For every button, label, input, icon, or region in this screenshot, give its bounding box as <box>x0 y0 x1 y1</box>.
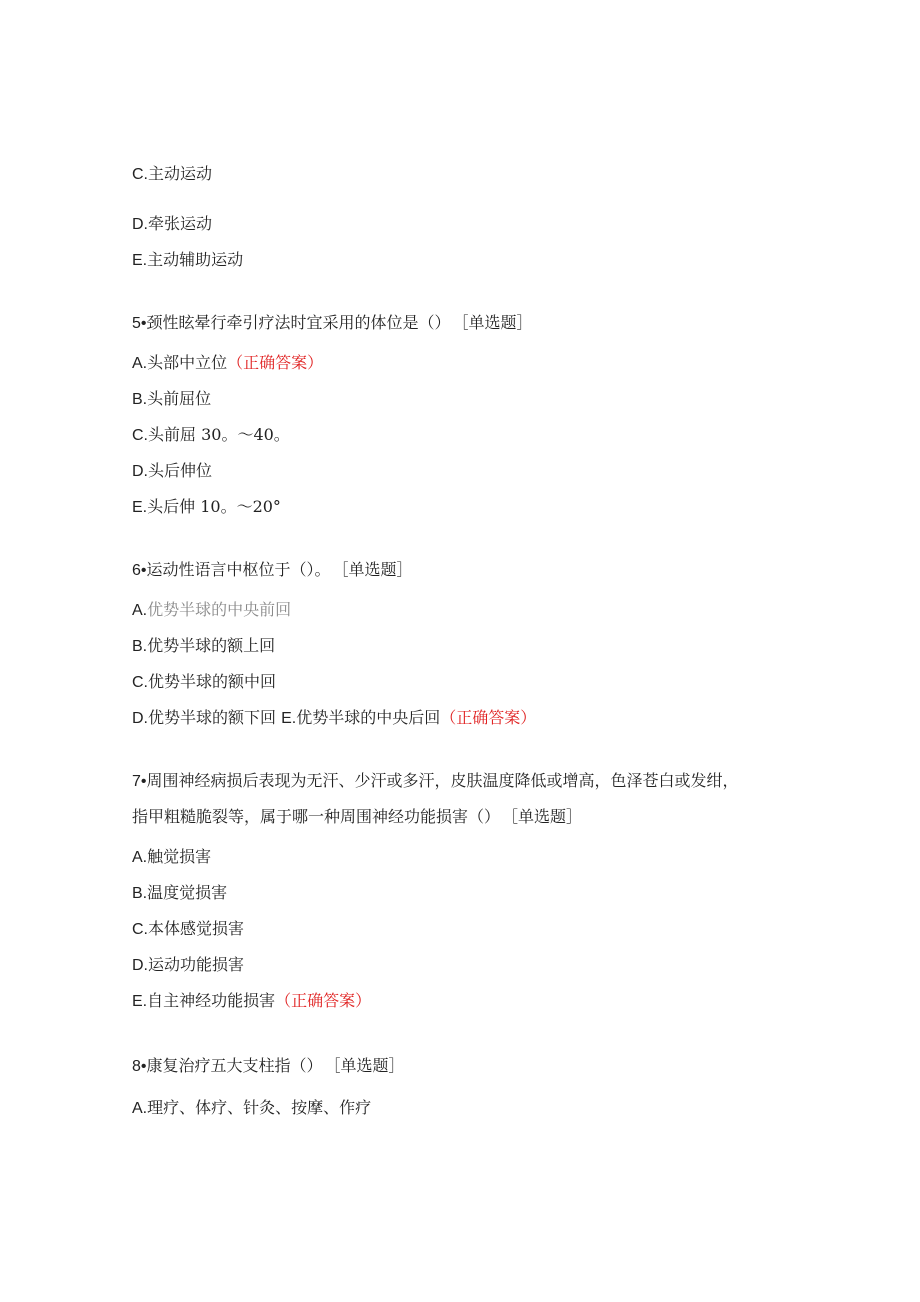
option-text: 主动辅助运动 <box>147 250 244 269</box>
option-text: 头后伸 10。～20° <box>147 497 281 516</box>
option-text: 自主神经功能损害 <box>147 991 276 1010</box>
option-text: 头前屈 30。～40。 <box>148 425 290 444</box>
option-a: A.触觉损害 <box>132 847 212 866</box>
question-type-tag: ［单选题］ <box>460 313 533 332</box>
option-a: A.理疗、体疗、针灸、按摩、作疗 <box>132 1098 372 1117</box>
option-text: 温度觉损害 <box>147 883 228 902</box>
option-b: B.优势半球的额上回 <box>132 636 276 655</box>
question-type-tag: ［单选题］ <box>510 807 583 826</box>
option-d: D.头后伸位 <box>132 461 213 480</box>
question-text: 康复治疗五大支柱指（） <box>146 1056 323 1075</box>
correct-answer-label: （正确答案） <box>227 353 324 372</box>
option-b: B.头前屈位 <box>132 389 212 408</box>
question-8: 8•康复治疗五大支柱指（） ［单选题］ <box>132 1056 405 1075</box>
option-text: 优势半球的中央前回 <box>147 600 292 619</box>
option-d: D.牵张运动 <box>132 214 213 233</box>
option-text: 理疗、体疗、针灸、按摩、作疗 <box>147 1098 372 1117</box>
option-e: E.主动辅助运动 <box>132 250 244 269</box>
question-type-tag: ［单选题］ <box>340 560 413 579</box>
question-text: 指甲粗糙脆裂等，属于哪一种周围神经功能损害（） <box>132 807 501 826</box>
option-d-and-e: D.优势半球的额下回 E.优势半球的中央后回（正确答案） <box>132 708 537 727</box>
option-e: E.头后伸 10。～20° <box>132 497 281 516</box>
question-6: 6•运动性语言中枢位于（）。 ［单选题］ <box>132 560 413 579</box>
option-text: 优势半球的额上回 <box>147 636 276 655</box>
option-text: 头后伸位 <box>148 461 213 480</box>
option-d: D.运动功能损害 <box>132 955 245 974</box>
question-7-continued <box>132 807 582 827</box>
option-text: 运动功能损害 <box>148 955 245 974</box>
option-text: 触觉损害 <box>147 847 212 866</box>
option-a: A.头部中立位（正确答案） <box>132 353 324 372</box>
option-text: 头部中立位 <box>147 353 228 372</box>
option-text: 牵张运动 <box>148 214 213 233</box>
option-c: C.本体感觉损害 <box>132 919 245 938</box>
option-text: 主动运动 <box>148 164 213 183</box>
option-c: C.优势半球的额中回 <box>132 672 277 691</box>
option-e: E.自主神经功能损害（正确答案） <box>132 991 372 1010</box>
question-type-tag: ［单选题］ <box>332 1056 405 1075</box>
question-5: 5•颈性眩晕行牵引疗法时宜采用的体位是（） ［单选题］ <box>132 313 533 332</box>
option-text: 优势半球的额下回 <box>148 708 282 727</box>
option-a: A.优势半球的中央前回 <box>132 600 292 619</box>
option-text: 本体感觉损害 <box>148 919 245 938</box>
option-text: 优势半球的中央后回 <box>296 708 441 727</box>
option-c: C.主动运动 <box>132 164 213 183</box>
option-b: B.温度觉损害 <box>132 883 228 902</box>
question-text: 周围神经病损后表现为无汗、少汗或多汗，皮肤温度降低或增高，色泽苍白或发绀， <box>146 771 739 790</box>
question-text: 运动性语言中枢位于（）。 <box>146 560 331 579</box>
correct-answer-label: （正确答案） <box>275 991 372 1010</box>
option-text: 头前屈位 <box>147 389 212 408</box>
question-7: 7•周围神经病损后表现为无汗、少汗或多汗，皮肤温度降低或增高，色泽苍白或发绀， <box>132 771 739 790</box>
question-text: 颈性眩晕行牵引疗法时宜采用的体位是（） <box>146 313 451 332</box>
option-text: 优势半球的额中回 <box>148 672 277 691</box>
correct-answer-label: （正确答案） <box>440 708 537 727</box>
option-c: C.头前屈 30。～40。 <box>132 425 290 444</box>
